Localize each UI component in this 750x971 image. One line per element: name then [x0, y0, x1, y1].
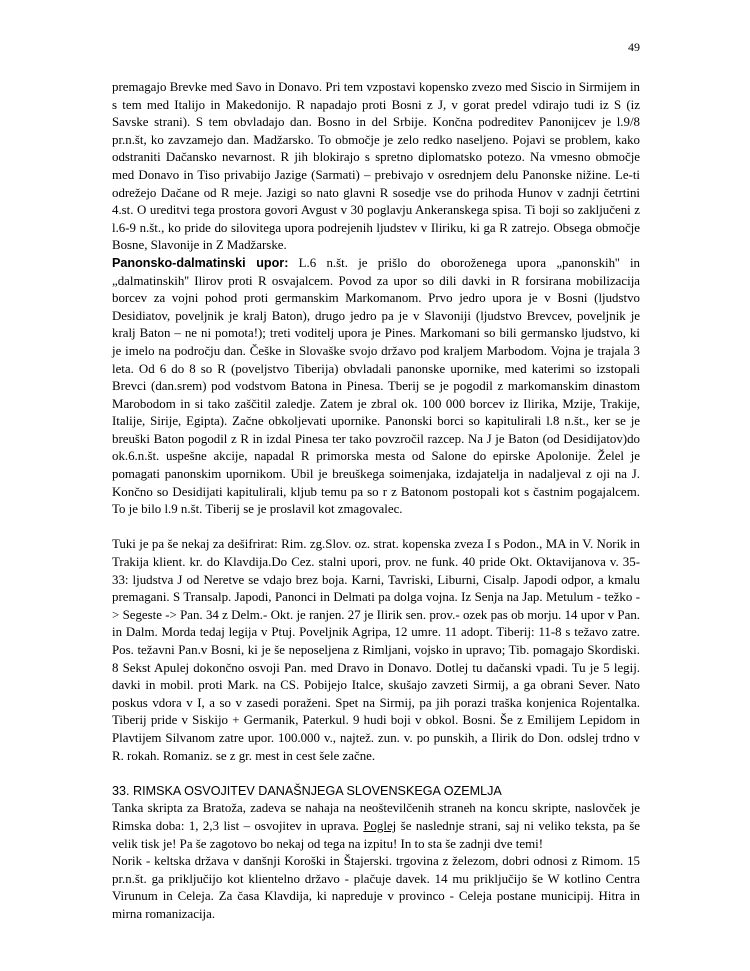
paragraph-2-label: Panonsko-dalmatinski upor: — [112, 255, 289, 270]
paragraph-4-text-b: še naslednje strani, saj ni veliko teksta, pa še velik tisk je! Pa še zagotovo bo nekaj od tega na izpitu! In to sta še zadnji dve temi! — [112, 818, 641, 851]
paragraph-4 — [112, 800, 640, 853]
paragraph-2 — [112, 255, 640, 519]
paragraph-3: Tuki je pa še nekaj za dešifrirat: Rim. zg.Slov. oz. strat. kopenska zveza I s Podon., MA in V. Norik in Trakija klient. kr. do Klavdija.Do Cez. stalni upori, prov. ne funk. 40 pride Okt. Oktavijanova v. 35-33: ljudstva J od Neretve se vdajo brez boja. Karni, Tavriski, Liburni, Cisalp. Japodi odpor, a kmalu premagani. S Transalp. Japodi, Panonci in Delmati pa dolga vojna. Iz Senja na Jap. Metulum - težko -> Segeste -> Pan. 34 z Delm.- Okt. je ranjen. 27 je Ilirik sen. prov.- ozek pas ob morju. 14 upor v Pan. in Dalm. Morda tedaj legija v Ptuj. Poveljnik Agripa, 12 umre. 11 adopt. Tiberij: 11-8 s težavo zatre. Pos. težavni Pan.v Bosni, ki je še neposeljena z Rimljani, vojsko in upravo; Tib. pomagajo Skordiski. 8 Sekst Apulej dokončno osvoji Pan. med Dravo in Donavo. Dotlej tu dačanski vpadi. Tu je 5 legij. davki in mobil. proti Mark. na CS. Pobijejo Italce, skušajo zavzeti Sirmij, a ga obrani Sever. Nato poskus vdora v I, a so v zasedi poraženi. Spet na Sirmij, pa jih porazi traška konjenica Rojentalka. Tiberij pride v Siskijo + Germanik, Paterkul. 9 hudi boji v obkol. Bosni. Še z Emilijem Lepidom in Plavtijem Silvanom zatre upor. 100.000 v., najtež. zun. v. po punskih, a Ilirik do Don. odslej trdno v R. rokah. Romaniz. se z gr. mest in cest šele začne. — [112, 537, 640, 763]
paragraph-5: Norik - keltska država v danšnji Koroški in Štajerski. trgovina z železom, dobri odnosi z Rimom. 15 pr.n.št. ga priključijo kot klientelno državo - plačuje davek. 14 mu priključijo še W kotlino Centra Virunum in Celeja. Za časa Klavdija, ki napreduje v provinco - Celeja postane municipij. Hitra in mirna romanizacija. — [112, 854, 640, 921]
paragraph-gap — [112, 519, 640, 537]
paragraph-2-text: L.6 n.št. je prišlo do oboroženega upora „panonskih'' in „dalmatinskih'' Ilirov proti R osvajalcem. Povod za upor so dili davki in R forsirana mobilizacija borcev za vojni pohod proti germanskim Markomanom. Prvo jedro upora je v Bosni (ljudstvo Desidiatov, poveljnik je kralj Baton), drugo jedro pa je v Slavoniji (ljudstvo Brevcev, poveljnik je kralj Baton – ne ni pomota!); treti voditelj upora je Pines. Markomani so bili germansko ljudstvo, ki je imelo na področju dan. Češke in Slovaške svojo državo pod kraljem Marbodom. Vojna je trajala 3 leta. Od 6 do 8 so R (poveljstvo Tiberija) obvladali panonske upornike, med katerimi so izstopali Brevci (dan.srem) pod vodstvom Batona in Pinesa. Tberij se je pogodil z markomanskim dinastom Marobodom in si tako zaščitil zaledje. Zatem je zbral ok. 100 000 borcev iz Ilirika, Mzije, Trakije, Italije, Sirije, Egipta). Začne obkoljevati upornike. Panonski borci so kapitulirali l.8 n.št., ker se je breuški Baton pogodil z R in izdal Pinesa ter tako povzročil razcep. Na J je Baton (od Desidijatov)do ok.6.n.št. uspešne akcije, napadal R primorska mesta od Salone do epirske Apolonije. Želel je pomagati panonskim upornikom. Ubil je breuškega soimenjaka, izdajatelja in nadaljeval z oji na J. Končno so Desidijati kapitulirali, kljub temu pa so r z Batonom postopali kot s častnim pogajalcem. To je bilo l.9 n.št. Tiberij se je proslavil kot zmagovalec. — [112, 255, 640, 517]
document-body — [112, 79, 640, 924]
paragraph-gap — [112, 765, 640, 783]
section-heading: 33. RIMSKA OSVOJITEV DANAŠNJEGA SLOVENSKEGA OZEMLJA — [112, 783, 502, 798]
paragraph-4-text-a: Tanka skripta za Bratoža, zadeva se nahaja na neoštevilčenih straneh na koncu skripte, naslovček je Rimska doba: 1, 2,3 list – osvojitev in uprava. — [112, 801, 640, 833]
paragraph-1: premagajo Brevke med Savo in Donavo. Pri tem vzpostavi kopensko zvezo med Siscio in Sirmijem in s tem med Italijo in Makedonijo. R napadajo proti Bosni z J, v gorat predel vdirajo tudi iz S (iz Savske strani). S tem obvladajo dan. Bosno in del Srbije. Končna podreditev Panonijcev je l.9/8 pr.n.št, ko zavzamejo dan. Madžarsko. To območje je zelo redko naseljeno. Pojavi se problem, kako odstraniti Dačansko nevarnost. R jih blokirajo s spretno diplomatsko potezo. Na vmesno območje med Donavo in Tiso privabijo Jazige (Sarmati) – prebivajo v osrednjem delu Panonske nižine. Le-ti odrežejo Dačane od R meje. Jazigi so nato glavni R sosedje vse do prihoda Hunov v zadnji četrtini 4.st. O ureditvi tega prostora govori Avgust v 30 poglavju Ankeranskega spisa. Ti boji so zaključeni z l.6-9 n.št., ko pride do silovitega upora podrejenih ljudstev v Iliriku, ki ga R zatrejo. Obsega območje Bosne, Slavonije in Z Madžarske. — [112, 80, 640, 253]
page-number: 49 — [628, 40, 640, 54]
poglej-link[interactable]: Poglej — [363, 818, 397, 833]
